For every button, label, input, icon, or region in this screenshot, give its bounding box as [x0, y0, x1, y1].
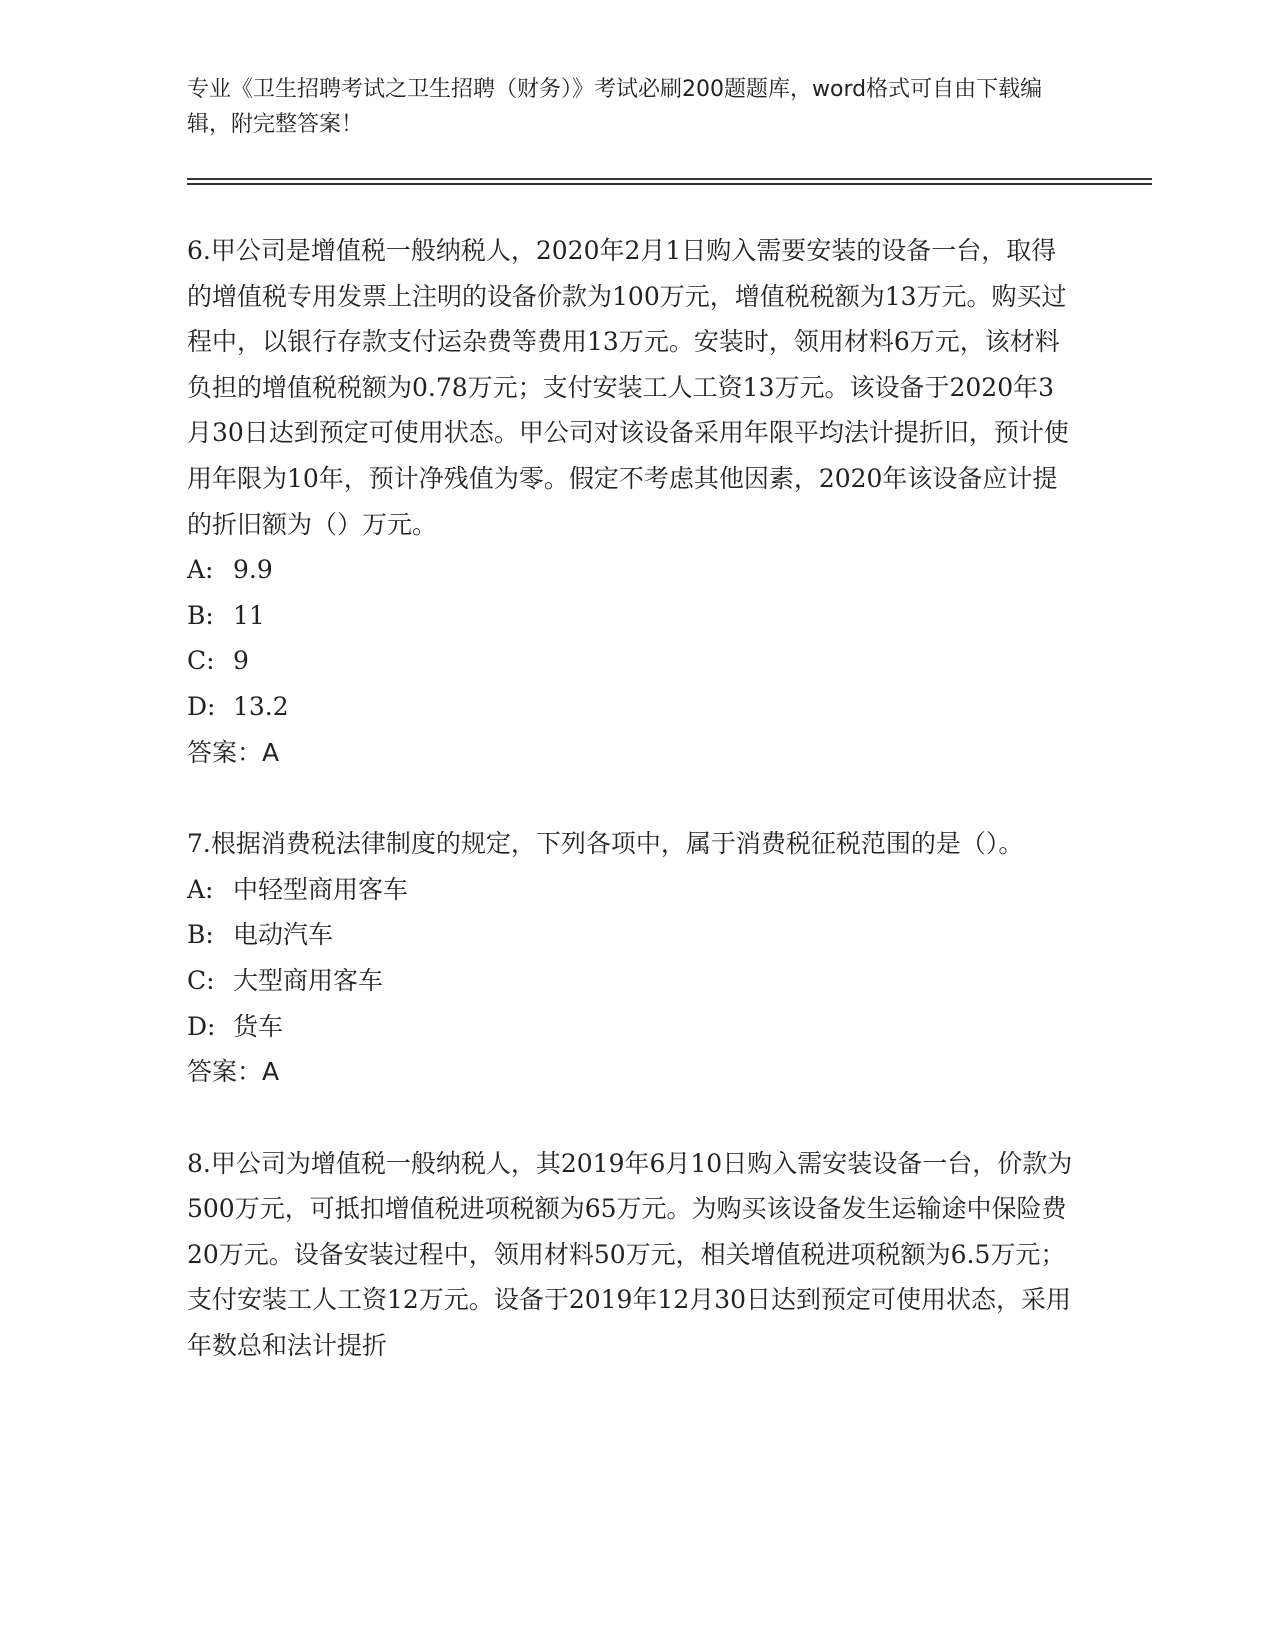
option-a	[187, 547, 1077, 593]
question-6	[187, 228, 1077, 775]
option-list	[187, 867, 1077, 1049]
option-d	[187, 1004, 1077, 1050]
option-c	[187, 958, 1077, 1004]
option-letter: C:	[187, 646, 215, 676]
option-a	[187, 867, 1077, 913]
question-spacer	[187, 775, 1077, 821]
header-rule-bottom	[187, 183, 1152, 185]
option-letter: A:	[187, 874, 214, 904]
question-stem: 8.甲公司为增值税一般纳税人，其2019年6月10日购入需安装设备一台，价款为500万元，可抵扣增值税进项税额为65万元。为购买该设备发生运输途中保险费20万元。设备安装过程中，领用材料50万元，相关增值税进项税额为6.5万元；支付安装工人工资12万元。设备于2019年12月30日达到预定可使用状态，采用年数总和法计提折	[187, 1148, 1073, 1361]
option-letter: A:	[187, 555, 214, 585]
answer-line: 答案：A	[187, 1057, 280, 1087]
option-letter: B:	[187, 600, 214, 630]
header-rule-top	[187, 178, 1152, 180]
option-letter: D:	[187, 691, 216, 721]
answer-line: 答案：A	[187, 737, 280, 767]
option-d	[187, 684, 1077, 730]
option-text: 9	[233, 646, 249, 676]
option-text: 9.9	[233, 555, 273, 585]
option-letter: B:	[187, 920, 214, 950]
option-b	[187, 593, 1077, 639]
question-8	[187, 1141, 1077, 1369]
option-list	[187, 547, 1077, 729]
option-letter: D:	[187, 1011, 216, 1041]
option-text: 13.2	[233, 691, 289, 721]
option-letter: C:	[187, 965, 215, 995]
question-stem: 6.甲公司是增值税一般纳税人，2020年2月1日购入需要安装的设备一台，取得的增值税专用发票上注明的设备价款为100万元，增值税税额为13万元。购买过程中，以银行存款支付运杂费等费用13万元。安装时，领用材料6万元，该材料负担的增值税税额为0.78万元；支付安装工人工资13万元。该设备于2020年3月30日达到预定可使用状态。甲公司对该设备采用年限平均法计提折旧，预计使用年限为10年，预计净残值为零。假定不考虑其他因素，2020年该设备应计提的折旧额为（）万元。	[187, 236, 1069, 539]
option-text: 货车	[233, 1011, 284, 1041]
question-stem: 7.根据消费税法律制度的规定，下列各项中，属于消费税征税范围的是（）。	[187, 829, 1024, 859]
option-b	[187, 912, 1077, 958]
option-text: 11	[233, 600, 265, 630]
option-c	[187, 638, 1077, 684]
question-spacer	[187, 1095, 1077, 1141]
option-text: 大型商用客车	[233, 965, 384, 995]
option-text: 中轻型商用客车	[233, 874, 409, 904]
question-list	[187, 228, 1077, 1369]
question-7	[187, 821, 1077, 1095]
option-text: 电动汽车	[233, 920, 334, 950]
document-header: 专业《卫生招聘考试之卫生招聘（财务）》考试必刷200题题库，word格式可自由下载编辑，附完整答案！	[187, 77, 1043, 137]
